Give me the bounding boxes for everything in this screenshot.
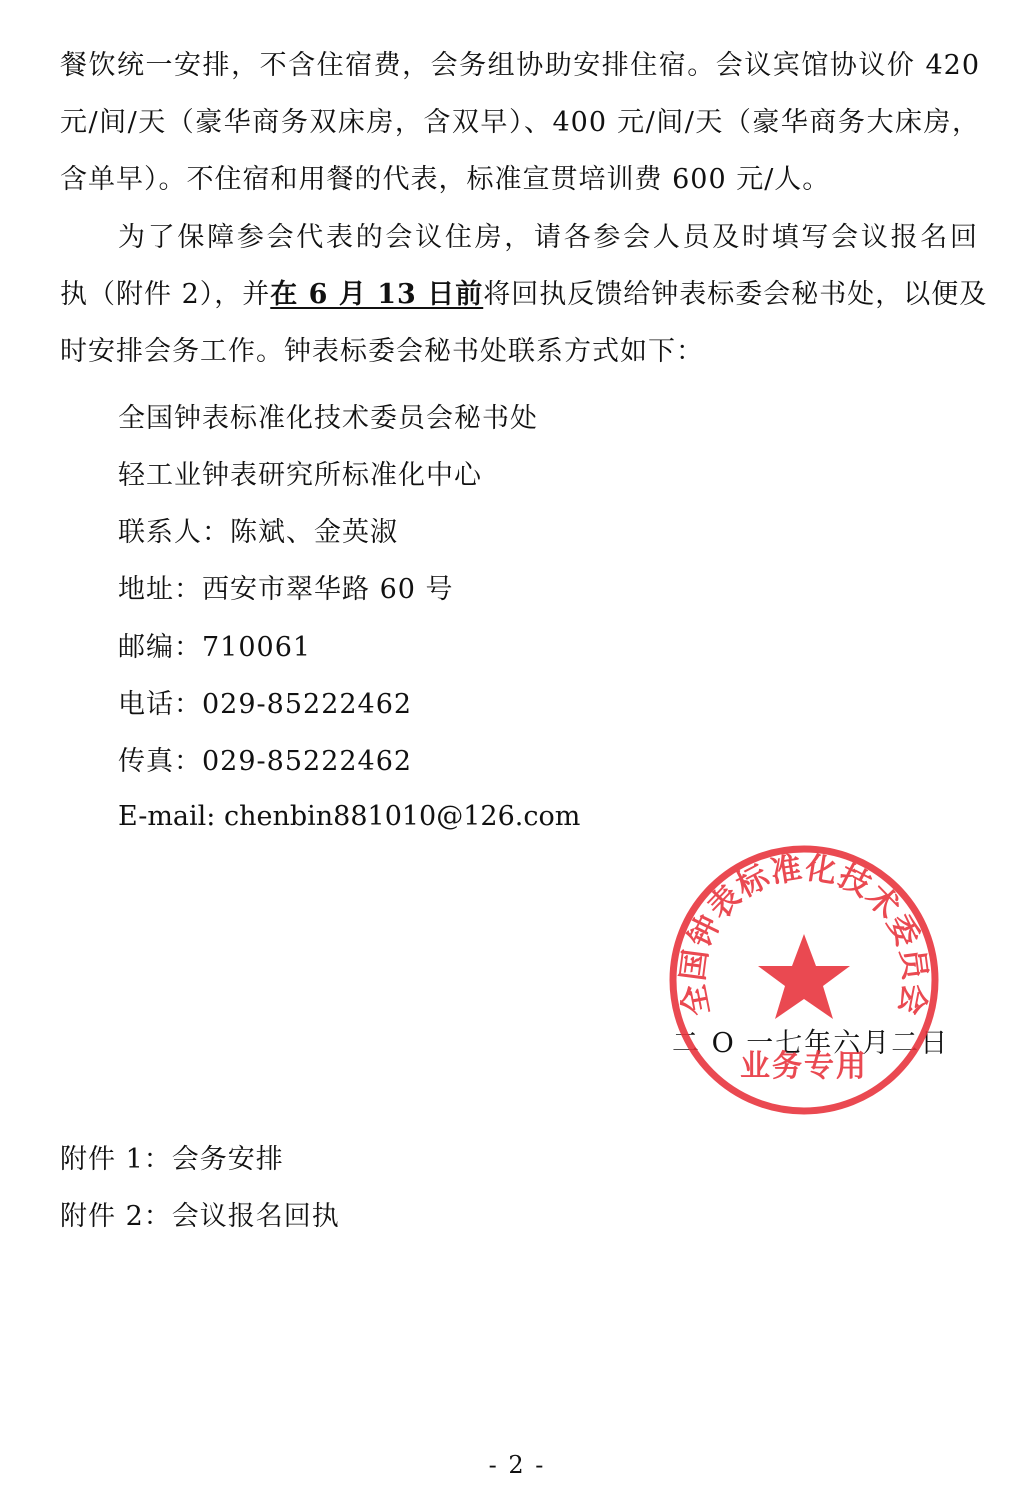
contact-postcode: 邮编：710061 xyxy=(118,632,312,663)
attachment-1: 附件 1：会务安排 xyxy=(60,1144,284,1175)
paragraph-1-line-1: 餐饮统一安排，不含住宿费，会务组协助安排住宿。会议宾馆协议价 420 xyxy=(60,50,980,81)
paragraph-2-line-2-post: 将回执反馈给钟表标委会秘书处，以便及 xyxy=(483,279,988,310)
contact-phone: 电话：029-85222462 xyxy=(118,689,413,720)
contact-dept: 轻工业钟表研究所标准化中心 xyxy=(118,460,482,491)
seal-arc-text: 全国钟表标准化技术委员会 xyxy=(675,849,933,1019)
seal-star-icon xyxy=(758,934,850,1019)
issue-date: 二 O 一七年六月二日 xyxy=(672,1028,950,1059)
contact-fax: 传真：029-85222462 xyxy=(118,746,413,777)
deadline-emphasis: 在 6 月 13 日前 xyxy=(270,279,484,310)
contact-person: 联系人：陈斌、金英淑 xyxy=(118,517,398,548)
paragraph-1-line-2: 元/间/天（豪华商务双床房，含双早）、400 元/间/天（豪华商务大床房， xyxy=(60,107,980,138)
paragraph-1-line-3: 含单早）。不住宿和用餐的代表，标准宣贯培训费 600 元/人。 xyxy=(60,164,831,195)
attachment-2: 附件 2：会议报名回执 xyxy=(60,1201,340,1232)
contact-email: E-mail: chenbin881010@126.com xyxy=(118,801,581,832)
contact-org: 全国钟表标准化技术委员会秘书处 xyxy=(118,403,538,434)
paragraph-2-line-3: 时安排会务工作。钟表标委会秘书处联系方式如下： xyxy=(60,336,704,367)
paragraph-2-line-1: 为了保障参会代表的会议住房，请各参会人员及时填写会议报名回 xyxy=(118,222,978,253)
official-seal-stamp xyxy=(664,840,944,1120)
paragraph-2-line-2-pre: 执（附件 2），并 xyxy=(60,279,271,310)
contact-address: 地址：西安市翠华路 60 号 xyxy=(118,574,454,605)
paragraph-2-line-2 xyxy=(60,275,988,315)
page-number: - 2 - xyxy=(488,1451,546,1479)
seal-bottom-text: 业务专用 xyxy=(740,1049,868,1084)
